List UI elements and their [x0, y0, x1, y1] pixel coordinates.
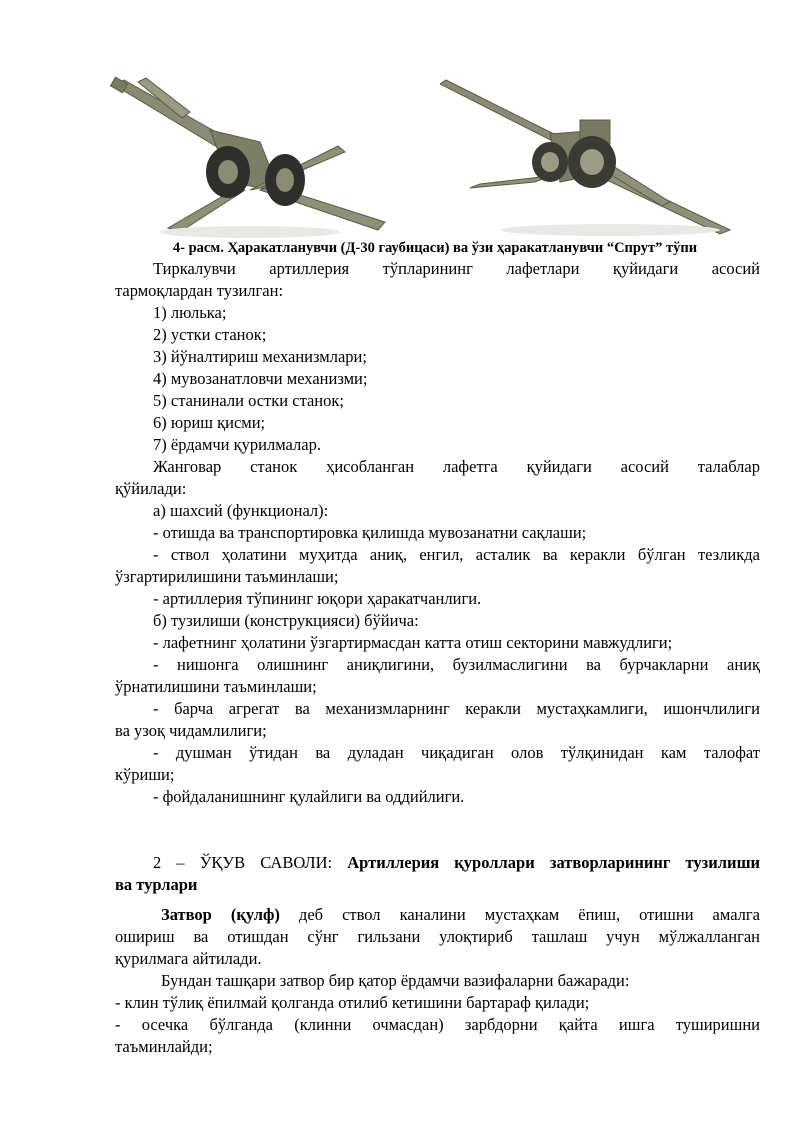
list-item: - барча агрегат ва механизмларнинг керакли мустаҳкамлиги, ишончлилиги — [153, 699, 760, 718]
paragraph-line: қурилмага айтилади. — [115, 949, 262, 968]
figure-artillery — [110, 72, 760, 238]
list-item-cont: кўриши; — [115, 765, 175, 784]
list-item: 4) мувозанатловчи механизми; — [153, 369, 368, 388]
section-heading-title: Артиллерия қуроллари затворларининг тузилиши — [347, 853, 761, 872]
paragraph-line: ошириш ва отишдан сўнг гильзани улоқтириб ташлаш учун мўлжалланган — [115, 927, 760, 946]
list-item: - клин тўлиқ ёпилмай қолганда отилиб кетишини бартараф қилади; — [115, 993, 590, 1012]
paragraph-line: Тиркалувчи артиллерия тўпларининг лафетлари қуйидаги асосий — [153, 259, 760, 278]
list-item: - ствол ҳолатини муҳитда аниқ, енгил, асталик ва керакли бўлган тезликда — [153, 545, 760, 564]
list-item-cont: ўзгартирилишини таъминлаши; — [115, 567, 339, 586]
list-item: - фойдаланишнинг қулайлиги ва оддийлиги. — [153, 787, 465, 806]
section-heading-prefix: 2 – ЎҚУВ САВОЛИ: — [153, 853, 348, 872]
paragraph-line: тармоқлардан тузилган: — [115, 281, 284, 300]
list-item-cont: таъминлайди; — [115, 1037, 213, 1056]
definition-text: деб ствол каналини мустаҳкам ёпиш, отишни амалга — [279, 905, 761, 924]
list-heading: а) шахсий (функционал): — [153, 501, 329, 520]
list-heading: б) тузилиши (конструкцияси) бўйича: — [153, 611, 419, 630]
list-item: - отишда ва транспортировка қилишда мувозанатни сақлаши; — [153, 523, 587, 542]
list-item-cont: ўрнатилишини таъминлаши; — [115, 677, 317, 696]
section-heading-cont: ва турлари — [115, 875, 198, 894]
definition-term: Затвор (қулф) — [161, 905, 280, 924]
list-item: 3) йўналтириш механизмлари; — [153, 347, 367, 366]
list-item: 6) юриш қисми; — [153, 413, 266, 432]
definition-line — [161, 904, 760, 926]
section-heading — [153, 852, 760, 874]
figure-caption: 4- расм. Ҳаракатланувчи (Д-30 гаубицаси) ва ўзи ҳаракатланувчи “Спрут” тўпи — [172, 240, 698, 256]
list-item: - артиллерия тўпининг юқори ҳаракатчанлиги. — [153, 589, 482, 608]
list-item: - нишонга олишнинг аниқлигини, бузилмаслигини ва бурчакларни аниқ — [153, 655, 760, 674]
list-item: 2) устки станок; — [153, 325, 267, 344]
d30-howitzer-image — [110, 72, 420, 238]
list-item: 1) люлька; — [153, 303, 227, 322]
list-item: - лафетнинг ҳолатини ўзгартирмасдан катта отиш секторини мавжудлиги; — [153, 633, 673, 652]
sprut-gun-image — [440, 72, 760, 238]
list-item: - осечка бўлганда (клинни очмасдан) зарбдорни қайта ишга туширишни — [115, 1015, 760, 1034]
list-item: - душман ўтидан ва дуладан чиқадиган олов тўлқинидан кам талофат — [153, 743, 760, 762]
list-item-cont: ва узоқ чидамлилиги; — [115, 721, 267, 740]
paragraph-line: Бундан ташқари затвор бир қатор ёрдамчи вазифаларни бажаради: — [161, 971, 630, 990]
list-item: 5) станинали остки станок; — [153, 391, 344, 410]
list-item: 7) ёрдамчи қурилмалар. — [153, 435, 321, 454]
paragraph-line: қўйилади: — [115, 479, 187, 498]
paragraph-line: Жанговар станок ҳисобланган лафетга қуйидаги асосий талаблар — [153, 457, 760, 476]
